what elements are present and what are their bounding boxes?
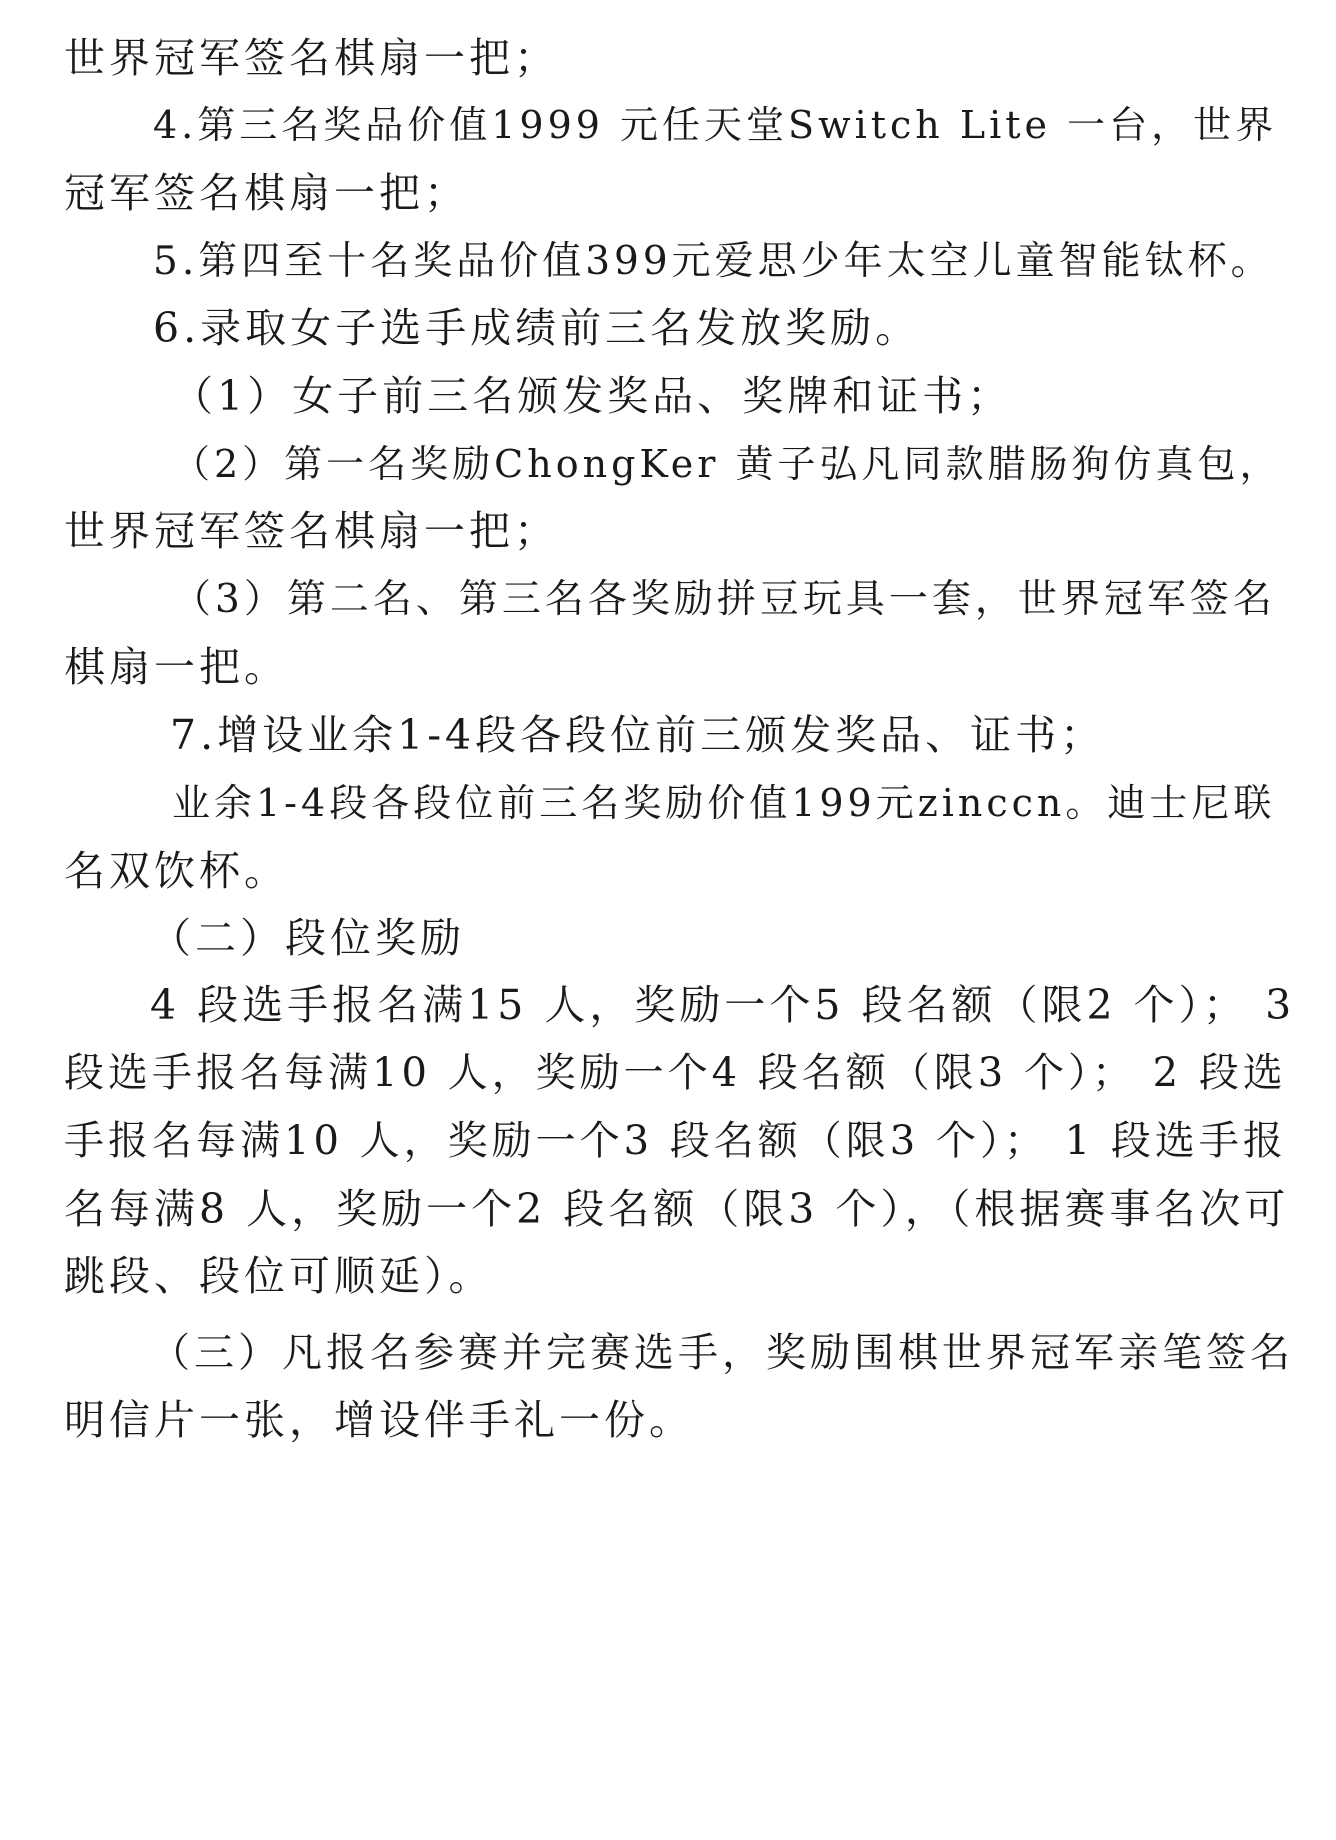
text-line: （2）第一名奖励ChongKer 黄子弘凡同款腊肠狗仿真包， [172,442,1282,486]
text-line: （1）女子前三名颁发奖品、奖牌和证书； [172,372,1013,420]
text-line: 名每满8 人，奖励一个2 段名额（限3 个），（根据赛事名次可 [64,1185,1290,1233]
text-line: （三）凡报名参赛并完赛选手，奖励围棋世界冠军亲笔签名 [150,1330,1294,1376]
text-line: 明信片一张，增设伴手礼一份。 [64,1396,694,1444]
text-line: 世界冠军签名棋扇一把； [64,507,559,555]
text-line: 世界冠军签名棋扇一把； [64,34,559,82]
text-line: 4 段选手报名满15 人，奖励一个5 段名额（限2 个）； 3 [150,981,1296,1029]
text-line: 业余1-4段各段位前三名奖励价值199元zinccn。迪士尼联 [172,781,1276,825]
section-heading: （二）段位奖励 [150,914,465,962]
text-line: 5.第四至十名奖品价值399元爱思少年太空儿童智能钛杯。 [153,239,1274,284]
text-line: （3）第二名、第三名各奖励拼豆玩具一套，世界冠军签名 [172,577,1276,622]
text-line: 4.第三名奖品价值1999 元任天堂Switch Lite 一台，世界 [153,103,1278,147]
text-line: 7.增设业余1-4段各段位前三颁发奖品、证书； [170,711,1106,759]
text-line: 6.录取女子选手成绩前三名发放奖励。 [153,304,921,352]
text-line: 手报名每满10 人，奖励一个3 段名额（限3 个）； 1 段选手报 [64,1118,1287,1164]
text-line: 名双饮杯。 [64,847,289,895]
text-line: 跳段、段位可顺延）。 [64,1252,494,1300]
text-line: 段选手报名每满10 人，奖励一个4 段名额（限3 个）； 2 段选 [64,1050,1287,1096]
text-line: 冠军签名棋扇一把； [64,169,469,217]
text-line: 棋扇一把。 [64,643,289,691]
